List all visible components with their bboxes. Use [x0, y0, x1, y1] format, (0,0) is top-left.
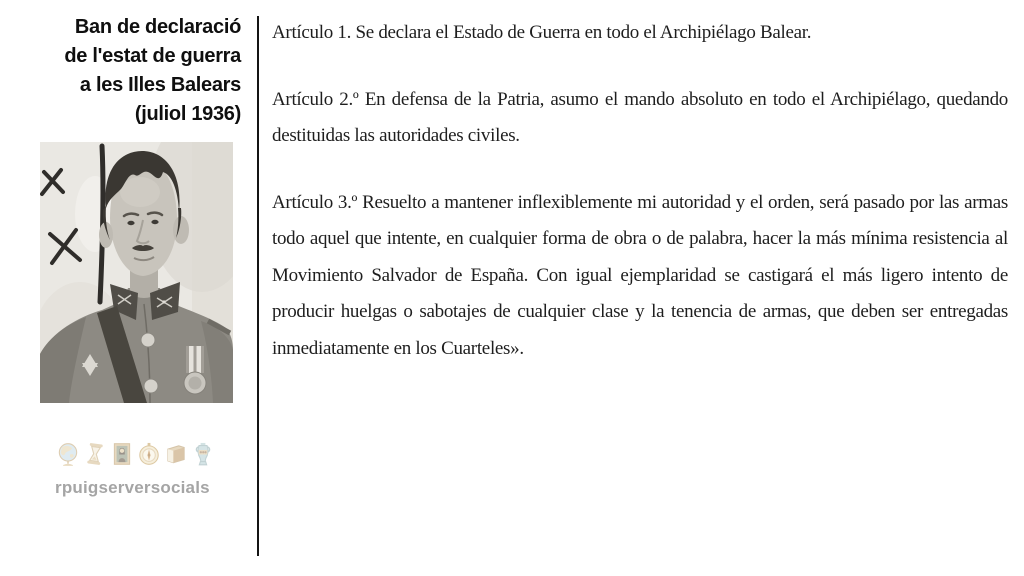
page-title-line: (juliol 1936)	[134, 103, 241, 125]
globe-icon	[55, 441, 81, 467]
hourglass-icon	[82, 441, 108, 467]
vertical-divider	[257, 16, 259, 556]
officer-portrait-photo	[40, 142, 233, 403]
book-icon	[163, 441, 189, 467]
page-title-line: a les Illes Balears	[79, 74, 241, 96]
mona-lisa-icon	[109, 441, 135, 467]
decree-text	[272, 15, 1008, 397]
amphora-icon	[190, 441, 216, 467]
pocket-watch-icon	[136, 441, 162, 467]
article-1-paragraph: Artículo 1. Se declara el Estado de Guerra en todo el Archipiélago Balear.	[272, 22, 812, 43]
article-3-paragraph: Artículo 3.º Resuelto a mantener inflexiblemente mi autoridad y el orden, será pasado por las armas todo aquel que intente, en cualquier forma de obra o de palabra, hacer la más mínima resistencia al Movimiento Salvador de España. Con igual ejemplaridad se castigará el más ligero intento de producir huelgas o sabotajes de cualquier clase y la tenencia de armas, que deben ser entregadas inmediatamente en los Cuarteles».	[272, 191, 1008, 359]
sidebar	[0, 0, 257, 576]
portrait-illustration	[40, 142, 233, 403]
page-title-line: de l'estat de guerra	[64, 45, 241, 67]
page-title	[8, 13, 241, 129]
watermark	[55, 441, 225, 498]
article-2-paragraph: Artículo 2.º En defensa de la Patria, asumo el mando absoluto en todo el Archipiélago, quedando destituidas las autoridades civiles.	[272, 88, 1008, 146]
watermark-icon-row	[55, 441, 225, 467]
watermark-handle: rpuigserversocials	[55, 478, 210, 497]
page-title-line: Ban de declaració	[74, 16, 241, 38]
